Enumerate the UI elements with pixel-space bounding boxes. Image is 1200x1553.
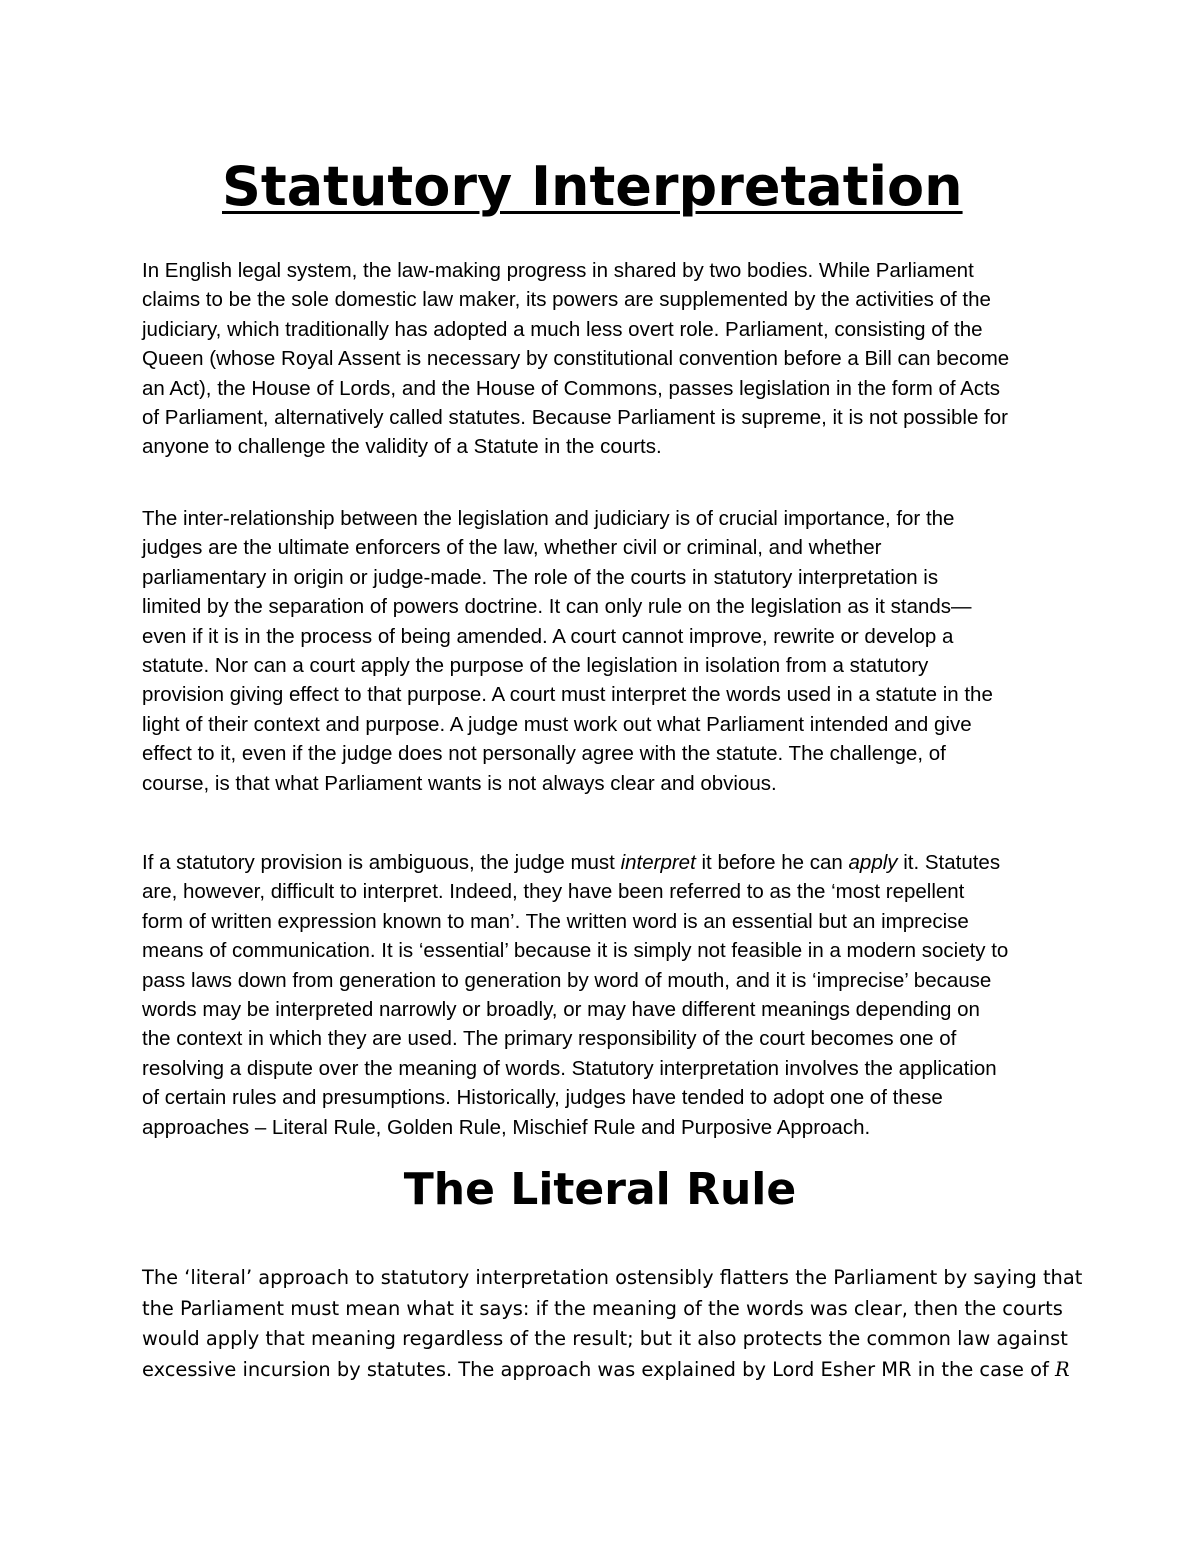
judiciary-paragraph [142, 504, 1072, 798]
paragraph-line: resolving a dispute over the meaning of words. Statutory interpretation involves the application [142, 1056, 997, 1080]
literal-rule-paragraph [142, 1263, 1087, 1385]
paragraph-line: approaches – Literal Rule, Golden Rule, Mischief Rule and Purposive Approach. [142, 1115, 871, 1139]
paragraph-line: In English legal system, the law-making progress in shared by two bodies. While Parliament [142, 259, 974, 282]
italic-case-name: R [1055, 1357, 1070, 1381]
italic-term: apply [848, 851, 898, 874]
italic-term: interpret [620, 851, 696, 874]
text-run: excessive incursion by statutes. The approach was explained by Lord Esher MR in the case of [142, 1357, 1056, 1381]
paragraph-line: of certain rules and presumptions. Historically, judges have tended to adopt one of these [142, 1086, 943, 1110]
paragraph-line: claims to be the sole domestic law maker, its powers are supplemented by the activities of the [142, 288, 991, 312]
text-run: it before he can [695, 851, 849, 874]
paragraph-line: anyone to challenge the validity of a Statute in the courts. [142, 435, 662, 459]
paragraph-line: an Act), the House of Lords, and the House of Commons, passes legislation in the form of Acts [142, 376, 1001, 400]
text-run: If a statutory provision is ambiguous, the judge must [142, 851, 621, 874]
paragraph-line: The ‘literal’ approach to statutory interpretation ostensibly flatters the Parliament by saying that [142, 1266, 1083, 1289]
paragraph-line: statute. Nor can a court apply the purpose of the legislation in isolation from a statutory [142, 654, 929, 678]
intro-paragraph [142, 256, 1072, 462]
paragraph-line: form of written expression known to man’. The written word is an essential but an imprecise [142, 909, 969, 933]
paragraph-line: Queen (whose Royal Assent is necessary by constitutional convention before a Bill can become [142, 347, 1010, 371]
paragraph-line [142, 848, 1072, 877]
paragraph-line: course, is that what Parliament wants is not always clear and obvious. [142, 771, 777, 795]
paragraph-line: light of their context and purpose. A judge must work out what Parliament intended and give [142, 712, 972, 736]
paragraph-line: parliamentary in origin or judge-made. The role of the courts in statutory interpretation is [142, 565, 939, 589]
paragraph-line: words may be interpreted narrowly or broadly, or may have different meanings depending on [142, 998, 980, 1022]
ambiguity-paragraph [142, 848, 1072, 1142]
paragraph-line: would apply that meaning regardless of the result; but it also protects the common law against [142, 1327, 1068, 1350]
paragraph-line: the Parliament must mean what it says: if the meaning of the words was clear, then the courts [142, 1296, 1063, 1320]
paragraph-line: of Parliament, alternatively called statutes. Because Parliament is supreme, it is not possible for [142, 406, 1008, 430]
paragraph-line: pass laws down from generation to generation by word of mouth, and it is ‘imprecise’ because [142, 968, 992, 992]
paragraph-line: the context in which they are used. The primary responsibility of the court becomes one of [142, 1027, 957, 1051]
section-heading-literal-rule: The Literal Rule [403, 1164, 797, 1215]
paragraph-line: effect to it, even if the judge does not personally agree with the statute. The challenge, of [142, 742, 946, 766]
paragraph-line [142, 1355, 1087, 1386]
paragraph-line: means of communication. It is ‘essential’ because it is simply not feasible in a modern society to [142, 939, 1009, 963]
text-run: it. Statutes [897, 851, 1001, 874]
page-title: Statutory Interpretation [222, 155, 963, 218]
paragraph-line: The inter-relationship between the legislation and judiciary is of crucial importance, for the [142, 507, 955, 530]
paragraph-line: are, however, difficult to interpret. Indeed, they have been referred to as the ‘most repellent [142, 880, 965, 904]
paragraph-line: limited by the separation of powers doctrine. It can only rule on the legislation as it stands— [142, 595, 972, 619]
paragraph-line: even if it is in the process of being amended. A court cannot improve, rewrite or develop a [142, 624, 954, 648]
paragraph-line: judges are the ultimate enforcers of the law, whether civil or criminal, and whether [142, 536, 882, 560]
paragraph-line: provision giving effect to that purpose. A court must interpret the words used in a statute in the [142, 683, 993, 707]
paragraph-line: judiciary, which traditionally has adopted a much less overt role. Parliament, consisting of the [142, 317, 983, 341]
